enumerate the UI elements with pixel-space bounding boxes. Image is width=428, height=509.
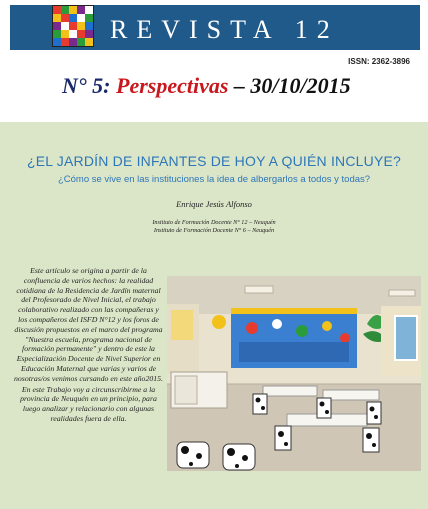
article-author: Enrique Jesús Alfonso [176,199,252,209]
issue-date: – 30/10/2015 [233,73,351,98]
article-title: ¿EL JARDÍN DE INFANTES DE HOY A QUIÉN INCLUYE? [26,153,402,169]
issue-title: Perspectivas [116,73,229,98]
article-subtitle: ¿Cómo se vive en las instituciones la idea de albergarlos a todos y todas? [57,174,371,185]
article-paragraph: Este artículo se origina a partir de la confluencia de varios hechos: la realidad cotidiana de la Residencia de Jardín maternal del Profesorado de Nivel Inicial, el trabajo colaborativo realizado con las compañeras y los compañeros del ISFD N°12 y los foros de discusión propuestos en el marco del programa "Nuestra escuela, programa nacional de formación permanente" y dentro de este la Especialización Docente de Nivel Superior en Educación Maternal que varias y varios de nosotras/os venimos cursando en este año2015. [14,266,163,383]
journal-logo [52,5,94,47]
classroom-photo [167,276,421,471]
author-affiliation: Instituto de Formación Docente N° 6 – Neuquén [153,227,275,234]
article-body [14,266,163,425]
issue-heading [62,73,351,99]
journal-header [0,0,428,122]
issn-label: ISSN: 2362-3896 [348,57,410,66]
issue-number: N° 5: [62,73,111,98]
journal-banner [10,5,420,50]
journal-title: REVISTA 12 [110,15,339,44]
article-paragraph: En este Trabajo voy a circunscribirme a la provincia de Neuquén en un principio, para luego analizar y relacionario con algunas realidades fuera de ella. [20,384,157,423]
author-affiliation: Instituto de Formación Docente N° 12 – Neuquén [152,219,276,226]
